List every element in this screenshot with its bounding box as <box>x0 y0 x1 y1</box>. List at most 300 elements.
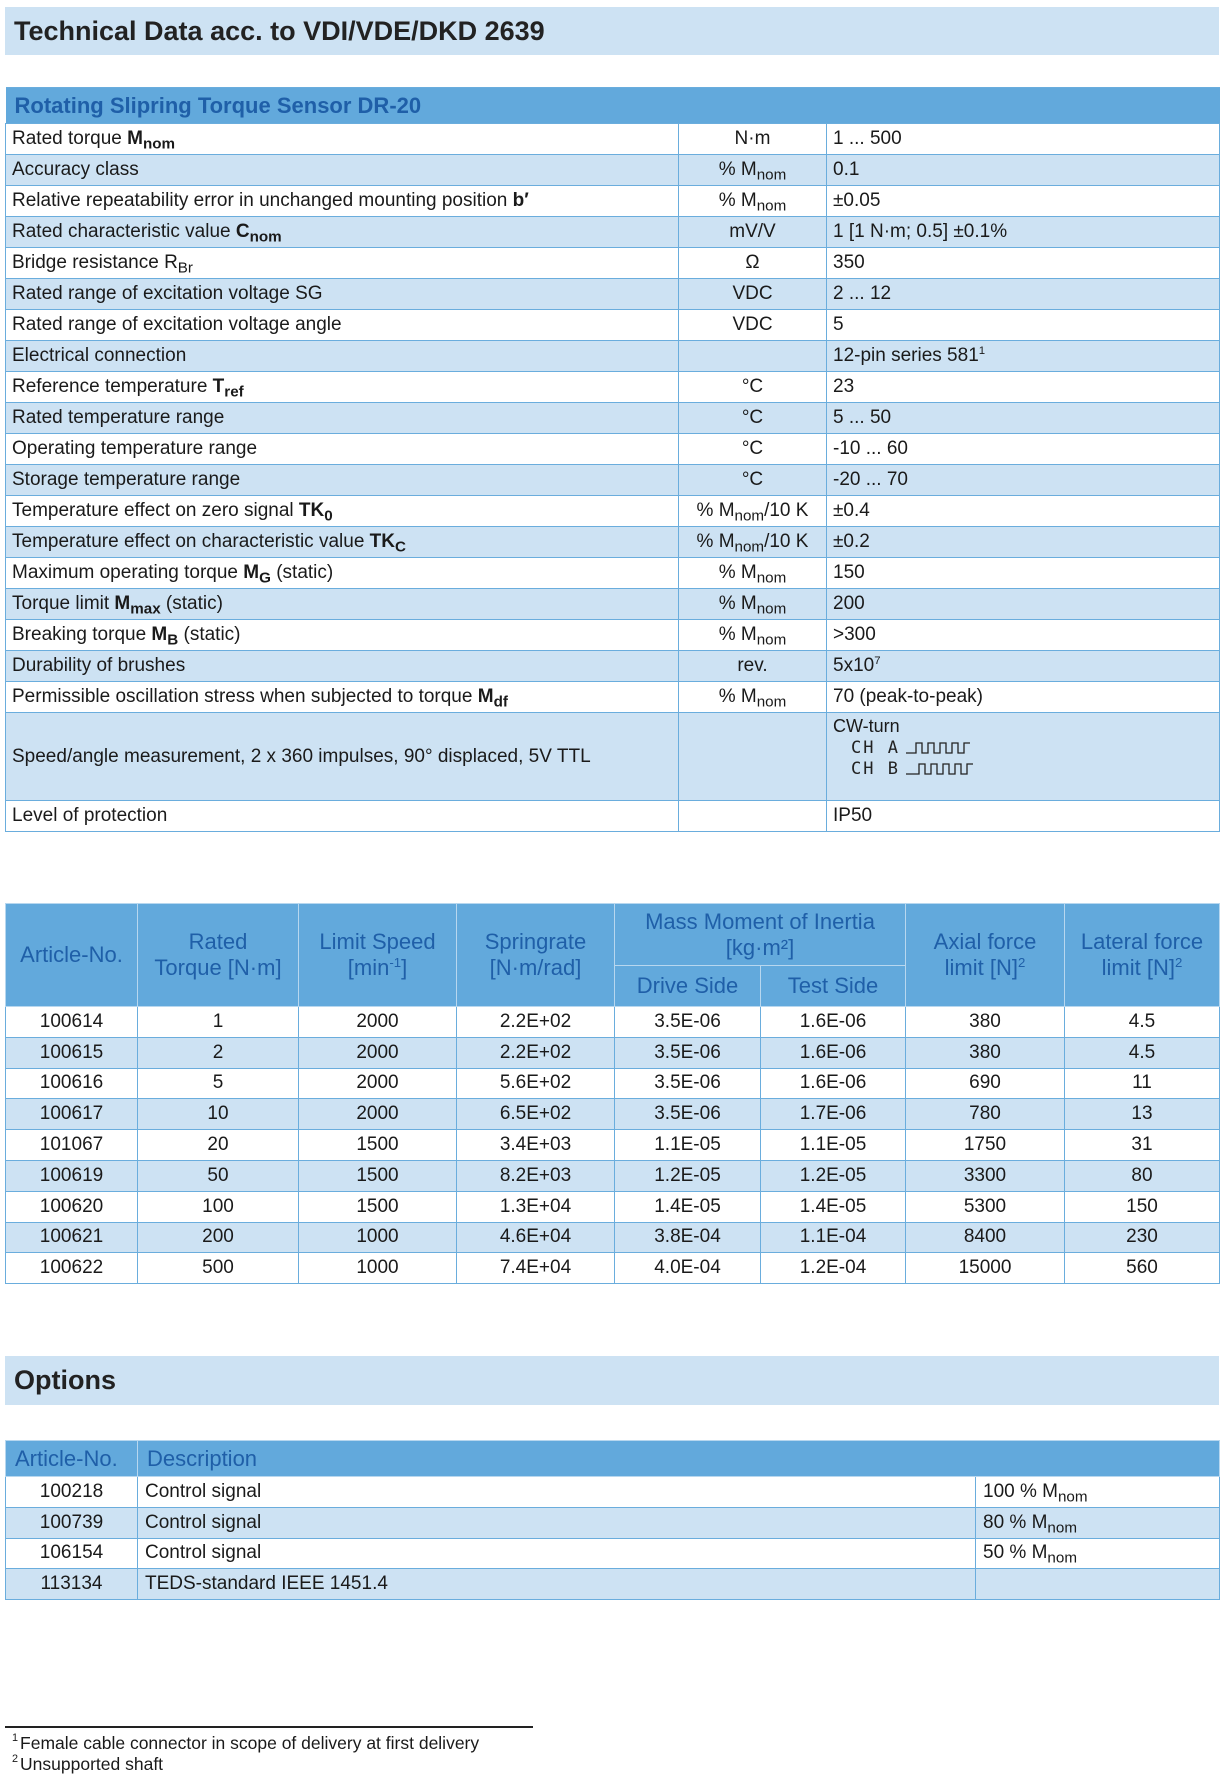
cell-springrate: 3.4E+03 <box>457 1130 615 1161</box>
param-symbol: M <box>477 686 494 707</box>
spec-unit <box>679 682 827 713</box>
value-text: 150 <box>833 562 865 583</box>
cell-rated-torque: 100 <box>138 1191 299 1222</box>
options-table <box>5 1440 1220 1600</box>
footnotes <box>12 1733 479 1775</box>
spec-row <box>6 186 1220 217</box>
cell-lateral-force: 11 <box>1065 1068 1220 1099</box>
option-row <box>6 1569 1220 1600</box>
cell-limit-speed: 1000 <box>299 1222 457 1253</box>
cell-limit-speed: 2000 <box>299 1007 457 1038</box>
spec-unit <box>679 558 827 589</box>
value-text: 350 <box>833 252 865 273</box>
spec-value <box>827 434 1220 465</box>
spec-unit <box>679 801 827 832</box>
value-text: 1 ... 500 <box>833 128 902 149</box>
cell-springrate: 2.2E+02 <box>457 1007 615 1038</box>
spec-row <box>6 124 1220 155</box>
unit-subscript: nom <box>734 507 765 525</box>
param-subscript: ref <box>224 383 244 401</box>
spec-unit <box>679 527 827 558</box>
unit-text: °C <box>741 376 764 397</box>
spec-value <box>827 589 1220 620</box>
unit-tail: /10 K <box>764 531 809 552</box>
spec-row <box>6 279 1220 310</box>
article-row <box>6 1037 1220 1068</box>
page-title <box>5 7 1219 55</box>
param-symbol: M <box>127 128 143 149</box>
option-row <box>6 1477 1220 1508</box>
spec-value <box>827 620 1220 651</box>
value-superscript: 7 <box>874 655 881 668</box>
spec-value <box>827 124 1220 155</box>
spec-row <box>6 496 1220 527</box>
option-row <box>6 1507 1220 1538</box>
spec-unit <box>679 496 827 527</box>
spec-row <box>6 682 1220 713</box>
spec-value <box>827 527 1220 558</box>
cell-lateral-force: 230 <box>1065 1222 1220 1253</box>
unit-text: % M <box>718 159 757 180</box>
cell-springrate: 6.5E+02 <box>457 1099 615 1130</box>
cell-springrate: 4.6E+04 <box>457 1222 615 1253</box>
spec-row <box>6 217 1220 248</box>
option-article-no: 100739 <box>6 1507 138 1538</box>
col-rated-torque: Rated Torque [N·m] <box>138 904 299 1007</box>
cell-inertia-test: 1.2E-05 <box>761 1160 906 1191</box>
spec-row <box>6 620 1220 651</box>
param-subscript: 0 <box>324 507 333 525</box>
spec-unit <box>679 124 827 155</box>
param-text: Rated characteristic value <box>12 221 236 242</box>
cell-inertia-drive: 3.8E-04 <box>615 1222 761 1253</box>
spec-unit <box>679 434 827 465</box>
spec-parameter <box>6 403 679 434</box>
cell-inertia-test: 1.1E-04 <box>761 1222 906 1253</box>
cell-article-no: 100614 <box>6 1007 138 1038</box>
spec-row <box>6 248 1220 279</box>
footnote-divider <box>5 1726 533 1728</box>
unit-text: VDC <box>732 283 773 304</box>
value-text: ±0.2 <box>833 531 870 552</box>
param-text: Electrical connection <box>12 345 187 366</box>
unit-text: mV/V <box>729 221 776 242</box>
param-symbol: M <box>243 562 260 583</box>
col-limit-speed: Limit Speed $[\min^{-1}]$ <box>299 904 457 1007</box>
option-description: Control signal <box>138 1538 976 1569</box>
spec-unit <box>679 248 827 279</box>
param-subscript: nom <box>142 135 176 153</box>
value-text: ±0.4 <box>833 500 870 521</box>
cell-article-no: 100621 <box>6 1222 138 1253</box>
value-text: 5 ... 50 <box>833 407 892 428</box>
cell-limit-speed: 1500 <box>299 1130 457 1161</box>
cell-rated-torque: 1 <box>138 1007 299 1038</box>
option-value <box>976 1507 1220 1538</box>
cw-turn-label: CW-turn <box>833 716 900 736</box>
cell-inertia-test: 1.6E-06 <box>761 1007 906 1038</box>
spec-parameter <box>6 651 679 682</box>
spec-row <box>6 589 1220 620</box>
option-value-text: 100 % M <box>983 1480 1058 1502</box>
col-test-side: Test Side <box>761 966 906 1007</box>
cell-springrate: 1.3E+04 <box>457 1191 615 1222</box>
cell-axial-force: 3300 <box>906 1160 1065 1191</box>
spec-parameter <box>6 279 679 310</box>
cell-rated-torque: 10 <box>138 1099 299 1130</box>
cell-springrate: 5.6E+02 <box>457 1068 615 1099</box>
cell-axial-force: 8400 <box>906 1222 1065 1253</box>
cell-inertia-drive: 1.2E-05 <box>615 1160 761 1191</box>
cell-rated-torque: 2 <box>138 1037 299 1068</box>
spec-parameter: Level of protection <box>6 801 679 832</box>
cell-springrate: 2.2E+02 <box>457 1037 615 1068</box>
pulse-waveform-icon <box>906 761 974 777</box>
spec-parameter <box>6 155 679 186</box>
spec-unit <box>679 341 827 372</box>
spec-parameter <box>6 434 679 465</box>
cell-limit-speed: 2000 <box>299 1068 457 1099</box>
unit-text: N·m <box>734 128 771 149</box>
unit-text: °C <box>741 469 764 490</box>
spec-unit <box>679 465 827 496</box>
cell-inertia-drive: 3.5E-06 <box>615 1037 761 1068</box>
cell-article-no: 100619 <box>6 1160 138 1191</box>
spec-parameter: Speed/angle measurement, 2 x 360 impulses, 90° displaced, 5V TTL <box>6 713 679 801</box>
spec-row <box>6 434 1220 465</box>
spec-parameter <box>6 372 679 403</box>
option-value <box>976 1538 1220 1569</box>
spec-parameter <box>6 589 679 620</box>
channel-b <box>833 758 1213 779</box>
cell-article-no: 100615 <box>6 1037 138 1068</box>
value-text: 5x10 <box>833 655 875 676</box>
spec-parameter <box>6 465 679 496</box>
spec-value <box>827 155 1220 186</box>
cell-springrate: 7.4E+04 <box>457 1253 615 1284</box>
unit-text: % M <box>696 531 735 552</box>
option-value-text: 80 % M <box>983 1511 1048 1533</box>
spec-unit <box>679 403 827 434</box>
spec-parameter <box>6 310 679 341</box>
article-row <box>6 1160 1220 1191</box>
spec-unit <box>679 279 827 310</box>
option-value-subscript: nom <box>1057 1488 1088 1506</box>
cell-rated-torque: 20 <box>138 1130 299 1161</box>
cell-lateral-force: 4.5 <box>1065 1007 1220 1038</box>
article-row <box>6 1068 1220 1099</box>
unit-tail: /10 K <box>764 500 809 521</box>
cell-axial-force: 780 <box>906 1099 1065 1130</box>
spec-row <box>6 341 1220 372</box>
cell-inertia-drive: 3.5E-06 <box>615 1068 761 1099</box>
unit-text: % M <box>718 562 757 583</box>
options-title <box>5 1356 1219 1405</box>
article-row <box>6 1253 1220 1284</box>
value-text: ±0.05 <box>833 190 881 211</box>
col-axial-force: Axial force limit $[N]^2$ <box>906 904 1065 1007</box>
spec-value <box>827 651 1220 682</box>
spec-row-protection <box>6 801 1220 832</box>
article-row <box>6 1099 1220 1130</box>
param-symbol: M <box>114 593 131 614</box>
cell-rated-torque: 5 <box>138 1068 299 1099</box>
spec-parameter <box>6 558 679 589</box>
unit-text: Ω <box>745 252 760 273</box>
value-text: 1 [1 N·m; 0.5] ±0.1% <box>833 221 1008 242</box>
param-symbol: b′ <box>512 190 529 211</box>
param-text: Temperature effect on zero signal <box>12 500 299 521</box>
param-text: Durability of brushes <box>12 655 186 676</box>
cell-lateral-force: 31 <box>1065 1130 1220 1161</box>
cell-article-no: 100616 <box>6 1068 138 1099</box>
cell-inertia-test: 1.6E-06 <box>761 1037 906 1068</box>
cell-inertia-test: 1.7E-06 <box>761 1099 906 1130</box>
unit-text: °C <box>741 407 764 428</box>
article-variants-table <box>5 903 1220 1284</box>
option-article-no: 100218 <box>6 1477 138 1508</box>
spec-row <box>6 155 1220 186</box>
channel-label: CH A <box>851 737 900 758</box>
param-subscript: G <box>259 569 271 587</box>
spec-unit <box>679 217 827 248</box>
spec-value <box>827 713 1220 801</box>
value-text: 0.1 <box>833 159 860 180</box>
value-superscript: 1 <box>978 345 986 358</box>
spec-parameter <box>6 527 679 558</box>
spec-value <box>827 465 1220 496</box>
spec-row-speed-angle <box>6 713 1220 801</box>
option-value <box>976 1569 1220 1600</box>
param-subscript: max <box>130 600 161 618</box>
spec-unit <box>679 589 827 620</box>
option-article-no: 113134 <box>6 1569 138 1600</box>
value-text: -10 ... 60 <box>833 438 908 459</box>
cell-axial-force: 1750 <box>906 1130 1065 1161</box>
cell-article-no: 100617 <box>6 1099 138 1130</box>
option-value-subscript: nom <box>1047 1550 1077 1568</box>
cell-article-no: 101067 <box>6 1130 138 1161</box>
spec-parameter <box>6 341 679 372</box>
option-value <box>976 1477 1220 1508</box>
cell-inertia-drive: 1.1E-05 <box>615 1130 761 1161</box>
cell-inertia-drive: 3.5E-06 <box>615 1007 761 1038</box>
param-symbol: TK <box>298 500 325 521</box>
cell-rated-torque: 50 <box>138 1160 299 1191</box>
cell-inertia-drive: 4.0E-04 <box>615 1253 761 1284</box>
unit-text: rev. <box>737 655 768 676</box>
pulse-diagram <box>833 713 1213 779</box>
value-text: 5 <box>833 314 844 335</box>
option-row <box>6 1538 1220 1569</box>
spec-unit <box>679 651 827 682</box>
spec-unit <box>679 186 827 217</box>
article-row <box>6 1191 1220 1222</box>
unit-subscript: nom <box>756 693 787 711</box>
spec-parameter <box>6 496 679 527</box>
cell-axial-force: 380 <box>906 1007 1065 1038</box>
spec-unit <box>679 713 827 801</box>
spec-unit <box>679 155 827 186</box>
spec-value <box>827 403 1220 434</box>
param-text: Breaking torque <box>12 624 152 645</box>
param-symbol: T <box>212 376 225 397</box>
options-title-text: Options <box>14 1365 116 1395</box>
option-description: Control signal <box>138 1507 976 1538</box>
param-subscript: nom <box>249 228 282 246</box>
col-drive-side: Drive Side <box>615 966 761 1007</box>
param-text: Operating temperature range <box>12 438 258 459</box>
value-text: 23 <box>833 376 855 397</box>
spec-unit <box>679 372 827 403</box>
param-tail: (static) <box>270 562 334 583</box>
param-text: Maximum operating torque <box>12 562 244 583</box>
param-text: Reference temperature <box>12 376 213 397</box>
options-col-article-no: Article-No. <box>6 1441 138 1477</box>
cell-inertia-test: 1.6E-06 <box>761 1068 906 1099</box>
cell-article-no: 100620 <box>6 1191 138 1222</box>
cell-inertia-drive: 1.4E-05 <box>615 1191 761 1222</box>
option-description: TEDS-standard IEEE 1451.4 <box>138 1569 976 1600</box>
spec-parameter <box>6 124 679 155</box>
param-symbol: C <box>235 221 250 242</box>
param-subscript: B <box>167 631 179 649</box>
cell-axial-force: 15000 <box>906 1253 1065 1284</box>
param-subscript: C <box>395 538 406 556</box>
unit-subscript: nom <box>734 538 765 556</box>
channel-a <box>833 737 1213 758</box>
value-text: -20 ... 70 <box>833 469 908 490</box>
spec-row <box>6 651 1220 682</box>
unit-text: % M <box>718 190 757 211</box>
unit-text: °C <box>741 438 764 459</box>
cell-axial-force: 5300 <box>906 1191 1065 1222</box>
spec-row <box>6 372 1220 403</box>
cell-springrate: 8.2E+03 <box>457 1160 615 1191</box>
cell-inertia-test: 1.4E-05 <box>761 1191 906 1222</box>
spec-value <box>827 248 1220 279</box>
cell-inertia-drive: 3.5E-06 <box>615 1099 761 1130</box>
cell-limit-speed: 1500 <box>299 1191 457 1222</box>
technical-data-table <box>5 87 1220 832</box>
option-value-subscript: nom <box>1047 1519 1077 1537</box>
channel-label: CH B <box>851 758 900 779</box>
cell-axial-force: 380 <box>906 1037 1065 1068</box>
unit-text: % M <box>718 593 757 614</box>
spec-row <box>6 558 1220 589</box>
param-text: Bridge resistance R <box>12 252 178 273</box>
col-group-inertia: Mass Moment of Inertia [kg·m²] <box>615 904 906 966</box>
options-col-description: Description <box>138 1441 1220 1477</box>
unit-subscript: nom <box>756 569 787 587</box>
spec-unit <box>679 310 827 341</box>
option-description: Control signal <box>138 1477 976 1508</box>
param-text: Accuracy class <box>12 159 139 180</box>
footnote-2: $^2$ Unsupported shaft <box>12 1753 164 1774</box>
spec-value <box>827 217 1220 248</box>
spec-value <box>827 558 1220 589</box>
spec-row <box>6 465 1220 496</box>
spec-value <box>827 682 1220 713</box>
cell-lateral-force: 80 <box>1065 1160 1220 1191</box>
cell-rated-torque: 200 <box>138 1222 299 1253</box>
page-title-text: Technical Data acc. to VDI/VDE/DKD 2639 <box>14 15 545 46</box>
param-symbol: M <box>151 624 168 645</box>
spec-value <box>827 310 1220 341</box>
spec-value <box>827 279 1220 310</box>
cell-lateral-force: 4.5 <box>1065 1037 1220 1068</box>
param-text: Storage temperature range <box>12 469 241 490</box>
spec-table-title: Rotating Slipring Torque Sensor DR-20 <box>6 88 1220 124</box>
param-text: Rated range of excitation voltage angle <box>12 314 342 335</box>
cell-inertia-test: 1.2E-04 <box>761 1253 906 1284</box>
cell-limit-speed: 1000 <box>299 1253 457 1284</box>
spec-value: IP50 <box>827 801 1220 832</box>
article-row <box>6 1222 1220 1253</box>
spec-row <box>6 403 1220 434</box>
spec-unit <box>679 620 827 651</box>
unit-subscript: nom <box>756 197 787 215</box>
cell-axial-force: 690 <box>906 1068 1065 1099</box>
param-text: Permissible oscillation stress when subjected to torque <box>12 686 478 707</box>
spec-value <box>827 341 1220 372</box>
article-row <box>6 1130 1220 1161</box>
unit-text: VDC <box>732 314 773 335</box>
param-text: Rated range of excitation voltage SG <box>12 283 323 304</box>
param-subscript: Br <box>177 259 193 277</box>
spec-table-header <box>6 88 1220 124</box>
value-text: 200 <box>833 593 865 614</box>
value-text: 70 (peak-to-peak) <box>833 686 983 707</box>
value-text: 12-pin series 581 <box>833 345 979 366</box>
spec-value <box>827 186 1220 217</box>
unit-text: % M <box>696 500 735 521</box>
param-text: Torque limit <box>12 593 115 614</box>
footnote-1: $^1$ Female cable connector in scope of delivery at first delivery <box>12 1732 480 1753</box>
unit-subscript: nom <box>756 600 787 618</box>
cell-article-no: 100622 <box>6 1253 138 1284</box>
unit-subscript: nom <box>756 166 787 184</box>
param-text: Rated torque <box>12 128 128 149</box>
param-subscript: df <box>493 693 508 711</box>
option-value-text: 50 % M <box>983 1542 1048 1564</box>
spec-parameter <box>6 682 679 713</box>
cell-lateral-force: 560 <box>1065 1253 1220 1284</box>
spec-parameter <box>6 620 679 651</box>
col-lateral-force: Lateral force limit $[N]^2$ <box>1065 904 1220 1007</box>
value-text: 2 ... 12 <box>833 283 892 304</box>
option-article-no: 106154 <box>6 1538 138 1569</box>
cell-inertia-test: 1.1E-05 <box>761 1130 906 1161</box>
cell-limit-speed: 2000 <box>299 1099 457 1130</box>
cell-limit-speed: 1500 <box>299 1160 457 1191</box>
unit-text: % M <box>718 686 757 707</box>
cell-lateral-force: 13 <box>1065 1099 1220 1130</box>
value-text: >300 <box>833 624 876 645</box>
col-article-no: Article-No. <box>6 904 138 1007</box>
unit-subscript: nom <box>756 631 787 649</box>
cell-lateral-force: 150 <box>1065 1191 1220 1222</box>
spec-parameter <box>6 248 679 279</box>
spec-parameter <box>6 186 679 217</box>
spec-row <box>6 527 1220 558</box>
pulse-waveform-icon <box>906 740 974 756</box>
param-text: Rated temperature range <box>12 407 225 428</box>
param-text: Temperature effect on characteristic value <box>12 531 370 552</box>
param-symbol: TK <box>369 531 395 552</box>
cell-rated-torque: 500 <box>138 1253 299 1284</box>
param-tail: (static) <box>178 624 241 645</box>
